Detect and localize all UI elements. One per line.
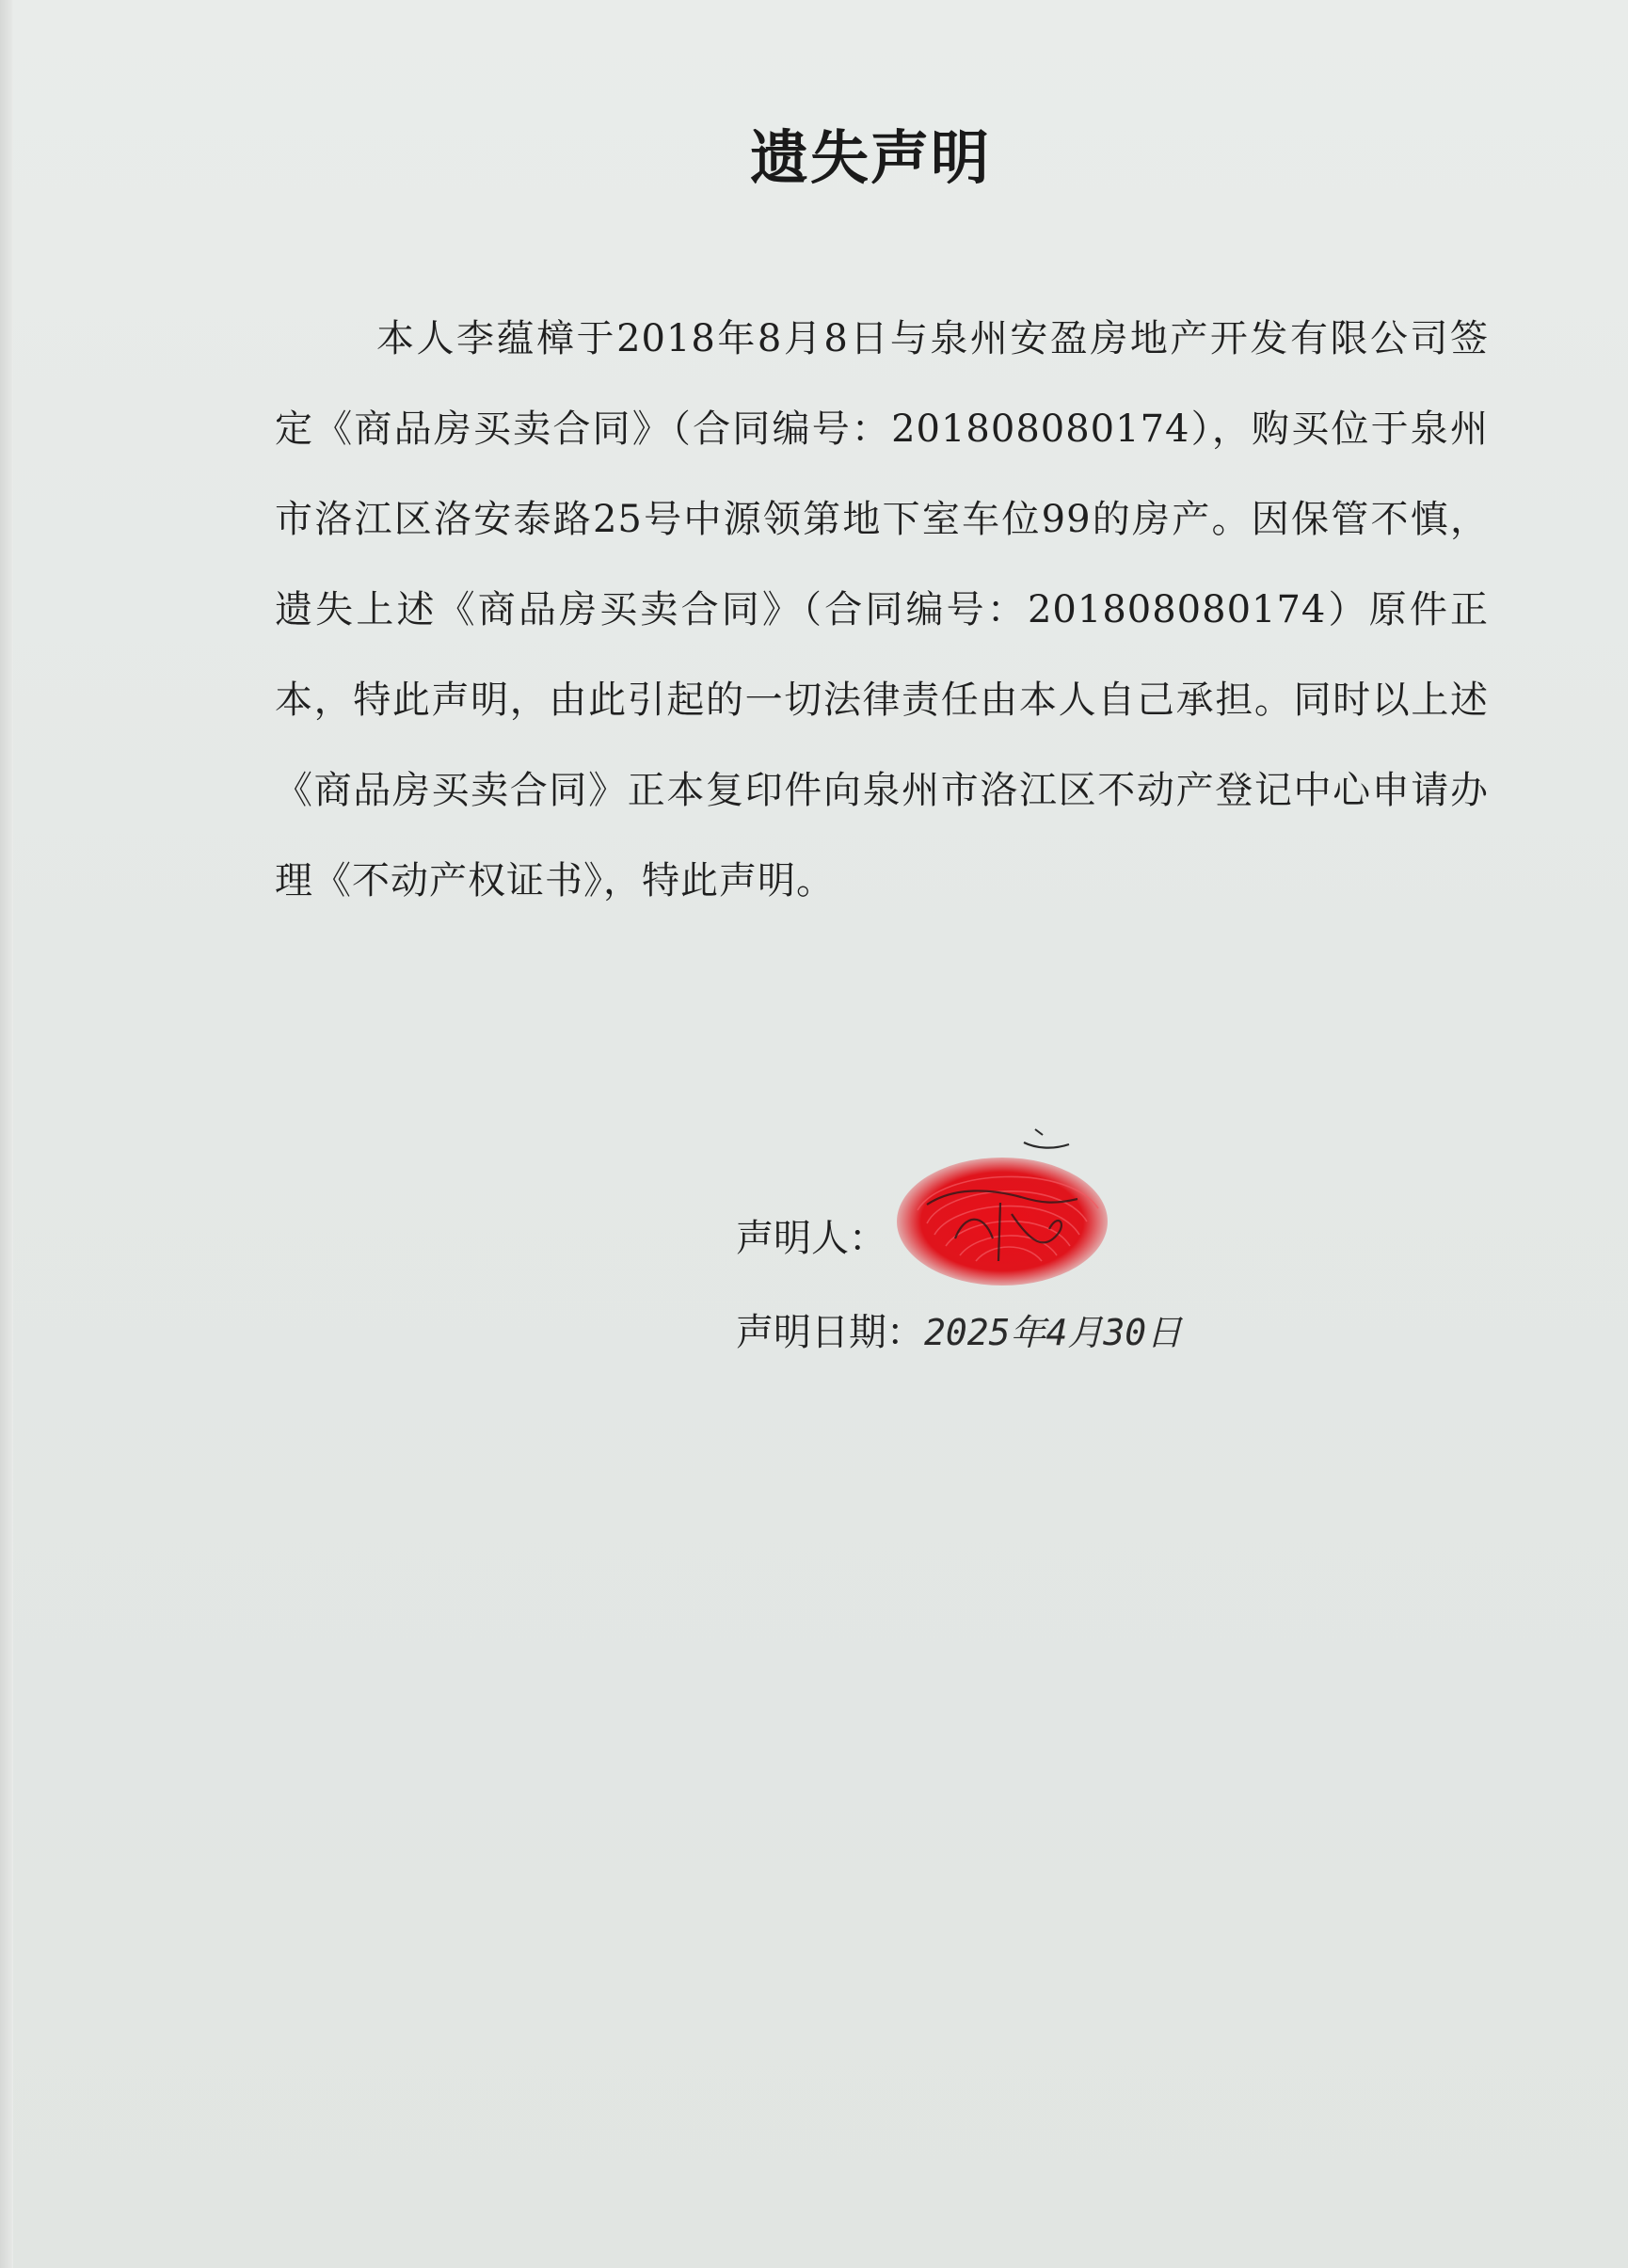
handwritten-date: 2025年4月30日 — [924, 1312, 1183, 1353]
date-row — [736, 1302, 1182, 1356]
signature-block — [736, 1208, 1395, 1397]
declarant-label: 声明人： — [736, 1217, 886, 1260]
declarant-row — [736, 1208, 886, 1262]
date-label: 声明日期： — [736, 1311, 924, 1354]
handwritten-mark — [1016, 1120, 1073, 1158]
document-title: 遗失声明 — [749, 123, 991, 192]
document-body: 本人李蕴樟于2018年8月8日与泉州安盈房地产开发有限公司签定《商品房买卖合同》（合同编号：201808080174），购买位于泉州市洛江区洛安泰路25号中源领第地下室车位99的房产。因保管不慎，遗失上述《商品房买卖合同》（合同编号：201808080174）原件正本，特此声明，由此引起的一切法律责任由本人自己承担。同时以上述《商品房买卖合同》正本复印件向泉州市洛江区不动产登记中心申请办理《不动产权证书》，特此声明。 — [275, 317, 1489, 902]
